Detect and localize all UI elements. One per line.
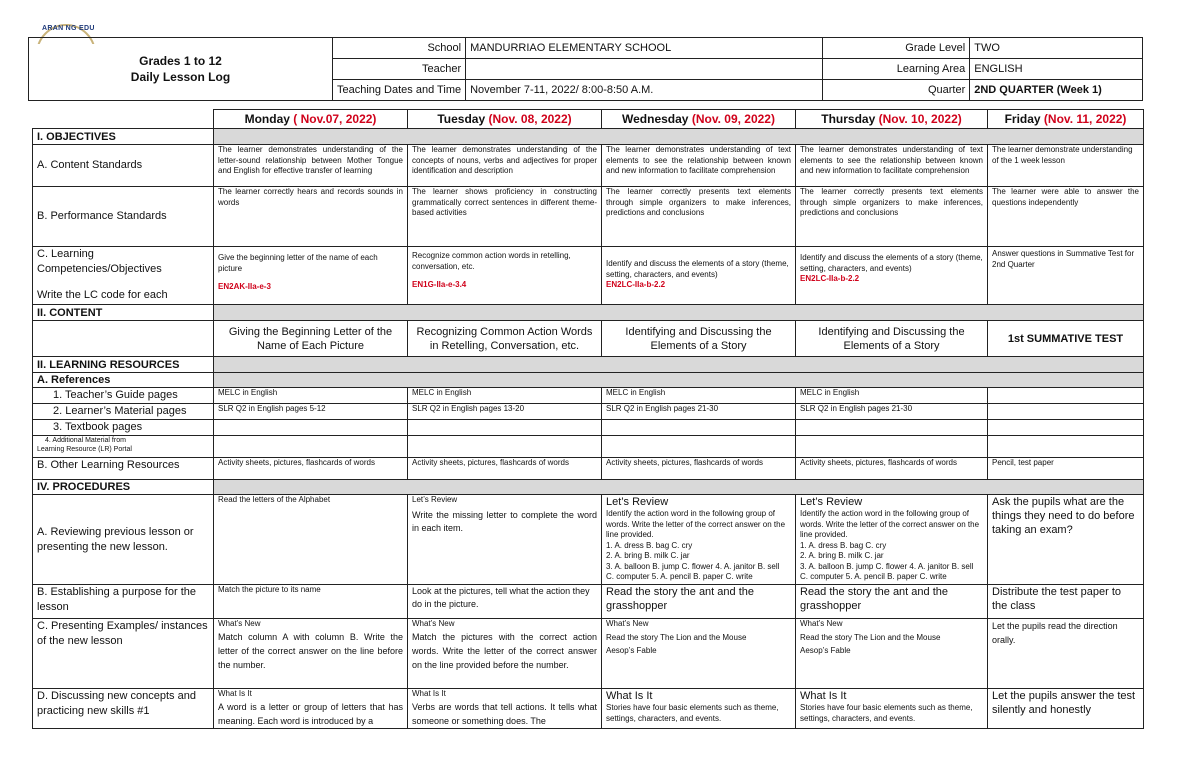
topic-friday: 1st SUMMATIVE TEST [988,321,1144,357]
topic-thursday: Identifying and Discussing the Elements of a Story [796,321,988,357]
proc-d-wednesday: What Is It Stories have four basic elements such as theme, settings, characters, and events. [602,689,796,729]
competencies-label: C. Learning Competencies/Objectives Write the LC code for each [33,247,214,305]
proc-c-friday: Let the pupils read the direction orally. [988,619,1144,689]
cs-monday: The learner demonstrates understanding of the letter-sound relationship between Mother Tongue and English for effective transfer of learning [214,145,408,187]
section-procedures: IV. PROCEDURES [33,480,1144,495]
teacher-label: Teacher [332,59,465,80]
content-topics-row [33,321,1144,357]
header-table [28,37,1143,101]
proc-a-tuesday: Let’s Review Write the missing letter to complete the word in each item. [408,495,602,585]
section-references: A. References [33,373,1144,388]
day-tuesday: Tuesday (Nov. 08, 2022) [408,110,602,129]
ps-tuesday: The learner shows proficiency in constructing grammatically correct sentences in different theme-based activities [408,187,602,247]
proc-d-monday: What Is It A word is a letter or group of letters that has meaning. Each word is introduced by a [214,689,408,729]
proc-c-tuesday: What’s New Match the pictures with the correct action words. Write the letter of the correct answer on the line provided before the number. [408,619,602,689]
proc-c-label: C. Presenting Examples/ instances of the new lesson [33,619,214,689]
proc-d-thursday: What Is It Stories have four basic elements such as theme, settings, characters, and events. [796,689,988,729]
comp-monday: Give the beginning letter of the name of each picture EN2AK-IIa-e-3 [214,247,408,305]
log-title: Grades 1 to 12 Daily Lesson Log [29,38,333,101]
lc-code: EN2AK-IIa-e-3 [218,282,271,291]
cs-thursday: The learner demonstrates understanding of text elements to see the relationship between known and new information to facilitate comprehension [796,145,988,187]
day-friday: Friday (Nov. 11, 2022) [988,110,1144,129]
other-resources-label: B. Other Learning Resources [33,458,214,480]
proc-b-label: B. Establishing a purpose for the lesson [33,585,214,619]
seal-text: ARAN NG EDU [42,25,95,32]
proc-c-wednesday: What’s New Read the story The Lion and the Mouse Aesop’s Fable [602,619,796,689]
topic-wednesday: Identifying and Discussing the Elements of a Story [602,321,796,357]
proc-b-friday: Distribute the test paper to the class [988,585,1144,619]
proc-a-row [33,495,1144,585]
content-standards-label: A. Content Standards [33,145,214,187]
lc-code: EN2LC-IIa-b-2.2 [800,274,860,283]
comp-friday: Answer questions in Summative Test for 2nd Quarter [988,247,1144,305]
proc-d-row [33,689,1144,729]
proc-a-thursday: Let’s Review Identify the action word in the following group of words. Write the letter of the correct answer on the line provided. 1. A. dress B. bag C. cry 2. A. bring B. milk C. jar 3. A. balloon B. jump C. flower 4. A. janitor B. sell C. computer 5. A. pencil B. paper C. write [796,495,988,585]
ps-thursday: The learner correctly presents text elements through simple organizers to make inferences, predictions and conclusions [796,187,988,247]
lc-code: EN2LC-IIa-b-2.2 [606,280,666,289]
quarter-label: Quarter [823,80,970,101]
textbook-pages-label: 3. Textbook pages [33,420,214,436]
lm-pages-label: 2. Learner’s Material pages [33,404,214,420]
day-thursday: Thursday (Nov. 10, 2022) [796,110,988,129]
ps-friday: The learner were able to answer the questions independently [988,187,1144,247]
proc-b-monday: Match the picture to its name [214,585,408,619]
cs-friday: The learner demonstrate understanding of the 1 week lesson [988,145,1144,187]
lm-pages-row: 2. Learner’s Material pages SLR Q2 in English pages 5-12 SLR Q2 in English pages 13-20 SLR Q2 in English pages 21-30 SLR Q2 in English pages 21-30 [33,404,1144,420]
day-wednesday: Wednesday (Nov. 09, 2022) [602,110,796,129]
additional-material-row [33,436,1144,458]
topic-tuesday: Recognizing Common Action Words in Retelling, Conversation, etc. [408,321,602,357]
other-resources-row: B. Other Learning Resources Activity sheets, pictures, flashcards of words Activity sheets, pictures, flashcards of words Activity sheets, pictures, flashcards of words Activity sheets, pictures, flashcards of words Pencil, test paper [33,458,1144,480]
day-header-row [33,110,1144,129]
ps-wednesday: The learner correctly presents text elements through simple organizers to make inferences, predictions and conclusions [602,187,796,247]
proc-a-label: A. Reviewing previous lesson or presenting the new lesson. [33,495,214,585]
area-value: ENGLISH [970,59,1143,80]
proc-b-wednesday: Read the story the ant and the grasshopper [602,585,796,619]
school-value: MANDURRIAO ELEMENTARY SCHOOL [466,38,823,59]
grade-label: Grade Level [823,38,970,59]
proc-b-thursday: Read the story the ant and the grasshopper [796,585,988,619]
school-label: School [332,38,465,59]
day-monday: Monday ( Nov.07, 2022) [214,110,408,129]
section-content: II. CONTENT [33,305,1144,321]
lc-code: EN1G-IIa-e-3.4 [412,280,467,289]
cs-tuesday: The learner demonstrates understanding of the concepts of nouns, verbs and adjectives for proper identification and description [408,145,602,187]
teacher-value [466,59,823,80]
grade-value: TWO [970,38,1143,59]
proc-d-label: D. Discussing new concepts and practicing new skills #1 [33,689,214,729]
performance-standards-label: B. Performance Standards [33,187,214,247]
proc-a-monday: Read the letters of the Alphabet [214,495,408,585]
content-standards-row [33,145,1144,187]
dates-label: Teaching Dates and Time [332,80,465,101]
comp-wednesday: Identify and discuss the elements of a story (theme, setting, characters, and events) EN2LC-IIa-b-2.2 [602,247,796,305]
proc-c-row [33,619,1144,689]
comp-thursday: Identify and discuss the elements of a story (theme, setting, characters, and events) EN2LC-IIa-b-2.2 [796,247,988,305]
proc-a-friday: Ask the pupils what are the things they need to do before taking an exam? [988,495,1144,585]
ps-monday: The learner correctly hears and records sounds in words [214,187,408,247]
section-resources: II. LEARNING RESOURCES [33,357,1144,373]
proc-d-friday: Let the pupils answer the test silently and honestly [988,689,1144,729]
cs-wednesday: The learner demonstrates understanding of text elements to see the relationship between known and new information to facilitate comprehension [602,145,796,187]
proc-c-monday: What’s New Match column A with column B. Write the letter of the correct answer on the line before the number. [214,619,408,689]
performance-standards-row [33,187,1144,247]
competencies-row [33,247,1144,305]
lesson-log-table [32,109,1144,729]
proc-b-tuesday: Look at the pictures, tell what the action they do in the picture. [408,585,602,619]
tg-pages-row: 1. Teacher’s Guide pages MELC in English MELC in English MELC in English MELC in English [33,388,1144,404]
additional-material-label: 4. Additional Material from Learning Resource (LR) Portal [33,436,214,458]
section-objectives: I. OBJECTIVES [33,129,1144,145]
topic-monday: Giving the Beginning Letter of the Name of Each Picture [214,321,408,357]
quarter-value: 2ND QUARTER (Week 1) [970,80,1143,101]
comp-tuesday: Recognize common action words in retelling, conversation, etc. EN1G-IIa-e-3.4 [408,247,602,305]
dates-value: November 7-11, 2022/ 8:00-8:50 A.M. [466,80,823,101]
proc-c-thursday: What’s New Read the story The Lion and the Mouse Aesop’s Fable [796,619,988,689]
tg-pages-label: 1. Teacher’s Guide pages [33,388,214,404]
proc-a-wednesday: Let’s Review Identify the action word in the following group of words. Write the letter of the correct answer on the line provided. 1. A. dress B. bag C. cry 2. A. bring B. milk C. jar 3. A. balloon B. jump C. flower 4. A. janitor B. sell C. computer 5. A. pencil B. paper C. write [602,495,796,585]
proc-d-tuesday: What Is It Verbs are words that tell actions. It tells what someone or something does. The [408,689,602,729]
proc-b-row [33,585,1144,619]
textbook-pages-row [33,420,1144,436]
area-label: Learning Area [823,59,970,80]
